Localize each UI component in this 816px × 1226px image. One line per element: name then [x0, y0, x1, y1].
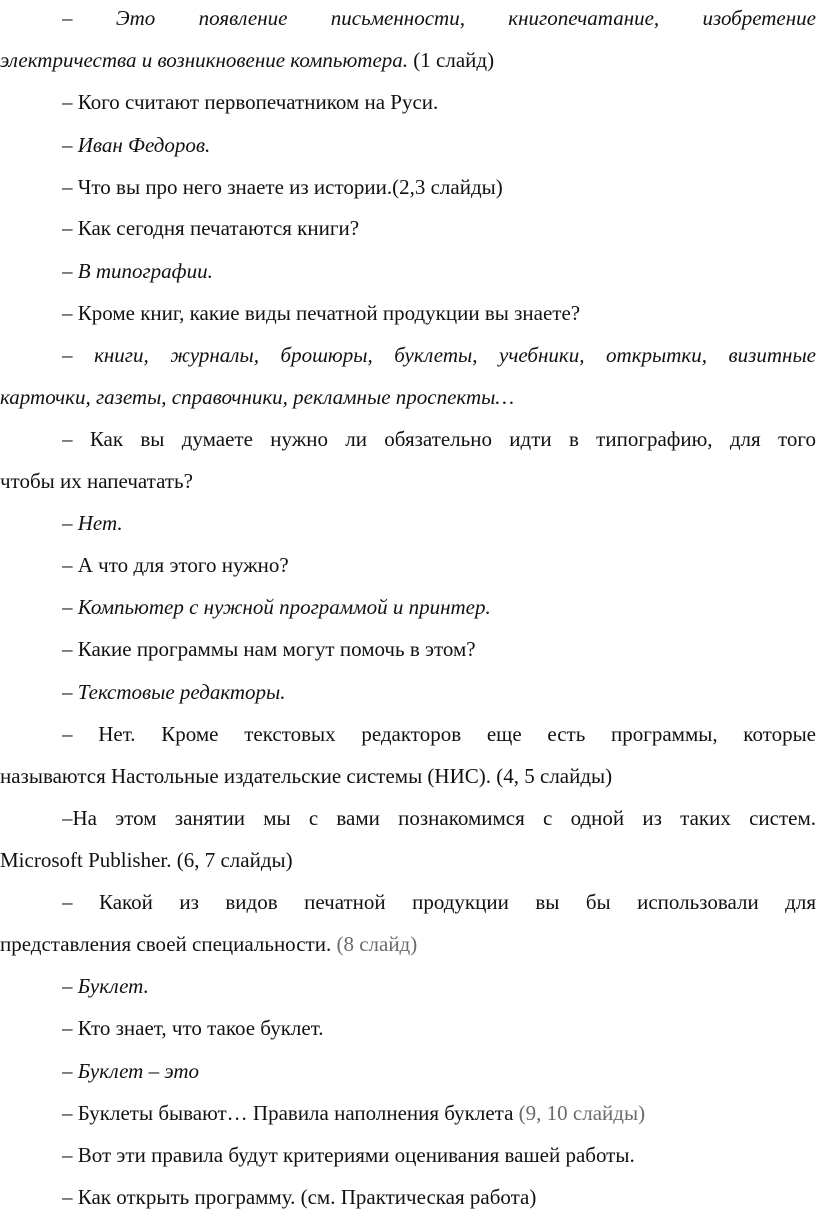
paragraph-9-answer: Нет.: [77, 511, 123, 535]
paragraph-17: [62, 971, 816, 1001]
paragraph-17-answer: Буклет.: [77, 974, 149, 998]
paragraph-19-answer: Буклет – это: [77, 1059, 199, 1083]
paragraph-14-line-1: – Нет. Кроме текстовых редакторов еще есть программы, которые: [62, 722, 816, 746]
paragraph-16-slide-ref: (8 слайд): [336, 932, 418, 956]
paragraph-3: – Что вы про него знаете из истории.(2,3 слайды): [62, 175, 503, 199]
paragraph-0-slide-ref: (1 слайд): [408, 48, 495, 72]
paragraph-14-line-2: называются Настольные издательские системы (НИС). (4, 5 слайды): [0, 764, 613, 788]
paragraph-20-slide-ref: (9, 10 слайды): [518, 1101, 646, 1125]
paragraph-22: – Как открыть программу. (см. Практическая работа): [62, 1185, 537, 1209]
paragraph-12: – Какие программы нам могут помочь в этом?: [62, 637, 476, 661]
paragraph-6: – Кроме книг, какие виды печатной продукции вы знаете?: [62, 301, 581, 325]
paragraph-17-dash: –: [62, 974, 78, 998]
paragraph-10: – А что для этого нужно?: [62, 553, 289, 577]
paragraph-8-line-2: чтобы их напечатать?: [0, 469, 193, 493]
paragraph-2: – Иван Федоров.: [62, 133, 211, 157]
paragraph-11: [62, 592, 816, 622]
paragraph-15-line-1: –На этом занятии мы с вами познакомимся с одной из таких систем.: [62, 806, 816, 830]
paragraph-11-dash: –: [62, 595, 78, 619]
paragraph-19-dash: –: [62, 1059, 78, 1083]
paragraph-13: [62, 677, 816, 707]
paragraph-19: [62, 1056, 816, 1086]
paragraph-20: [62, 1098, 816, 1128]
paragraph-20-text: – Буклеты бывают… Правила наполнения буклета: [62, 1101, 519, 1125]
paragraph-18: – Кто знает, что такое буклет.: [62, 1016, 324, 1040]
paragraph-21: – Вот эти правила будут критериями оценивания вашей работы.: [62, 1143, 635, 1167]
paragraph-16-text: представления своей специальности.: [0, 932, 337, 956]
paragraph-0-line-1: – Это появление письменности, книгопечатание, изобретение: [62, 6, 816, 30]
paragraph-1: – Кого считают первопечатником на Руси.: [62, 90, 439, 114]
paragraph-8-line-1: – Как вы думаете нужно ли обязательно идти в типографию, для того: [62, 427, 816, 451]
paragraph-7-line-1: – книги, журналы, брошюры, буклеты, учебники, открытки, визитные: [62, 343, 816, 367]
paragraph-0-italic: электричества и возникновение компьютера.: [0, 48, 409, 72]
paragraph-16-line-1: – Какой из видов печатной продукции вы бы использовали для: [62, 890, 816, 914]
paragraph-13-answer: Текстовые редакторы.: [77, 680, 286, 704]
paragraph-9: [62, 508, 816, 538]
paragraph-9-dash: –: [62, 511, 78, 535]
paragraph-16-line-2: [0, 929, 816, 959]
paragraph-5: – В типографии.: [62, 259, 213, 283]
paragraph-4: – Как сегодня печатаются книги?: [62, 216, 360, 240]
paragraph-11-answer: Компьютер с нужной программой и принтер.: [77, 595, 491, 619]
paragraph-0-line-2: [0, 45, 816, 75]
paragraph-7-line-2: карточки, газеты, справочники, рекламные проспекты…: [0, 385, 515, 409]
paragraph-13-dash: –: [62, 680, 78, 704]
paragraph-15-line-2: Microsoft Publisher. (6, 7 слайды): [0, 848, 293, 872]
